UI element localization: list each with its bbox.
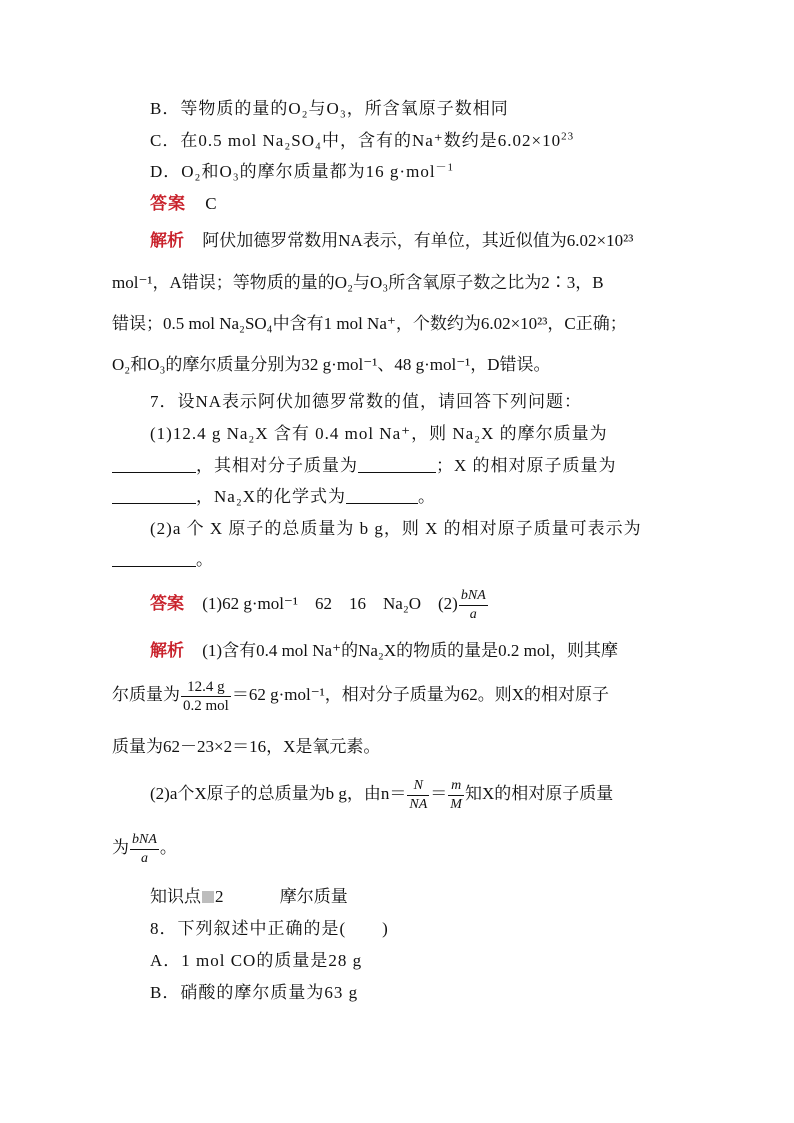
q7-part2-line1: (2)a 个 X 原子的总质量为 b g，则 X 的相对原子质量可表示为 bbox=[150, 519, 642, 538]
answer-blank[interactable] bbox=[112, 487, 196, 504]
q7-analysis-line5 bbox=[112, 826, 177, 870]
q6-analysis-line3: 错误；0.5 mol Na₂SO₄中含有1 mol Na⁺，个数约为6.02×10²³，C正确； bbox=[112, 314, 627, 333]
q7-part2-line2 bbox=[112, 549, 214, 571]
q7-part1-text-b: ；X 的相对原子质量为 bbox=[436, 456, 617, 475]
q7-analysis-fraction-result bbox=[130, 832, 159, 867]
q7-analysis-text5-pre: 为 bbox=[112, 838, 129, 857]
fraction-denominator: a bbox=[140, 850, 148, 866]
q7-analysis-text4-post: 知X的相对原子质量 bbox=[464, 784, 614, 803]
q6-answer-value: C bbox=[205, 194, 218, 213]
q7-analysis-text2-post: ＝62 g·mol⁻¹，相对分子质量为62。则X的相对原子 bbox=[231, 685, 610, 704]
section-title: 摩尔质量 bbox=[279, 887, 348, 906]
q6-option-b: B．等物质的量的O₂与O₃，所含氧原子数相同 bbox=[150, 99, 509, 118]
q7-analysis-fraction-m bbox=[448, 778, 464, 813]
q7-analysis-line1 bbox=[150, 640, 618, 662]
q7-analysis-fraction-n bbox=[407, 778, 429, 813]
q8-stem: 8．下列叙述中正确的是( ) bbox=[150, 919, 389, 938]
q7-analysis-line2 bbox=[112, 673, 609, 717]
q8-option-a: A．1 mol CO的质量是28 g bbox=[150, 951, 363, 970]
q6-analysis-line1 bbox=[150, 230, 684, 252]
section-number: 2 bbox=[215, 887, 224, 906]
q6-analysis-text1: 阿伏加德罗常数用NA表示，有单位，其近似值为6.02×10²³ bbox=[202, 231, 634, 250]
fraction-numerator: bNA bbox=[459, 588, 488, 606]
fraction-denominator: 0.2 mol bbox=[183, 697, 229, 714]
answer-blank[interactable] bbox=[358, 456, 436, 473]
q7-part2-end: 。 bbox=[196, 550, 214, 569]
q7-analysis-text5-post: 。 bbox=[159, 838, 177, 857]
q6-analysis-line4: O₂和O₃的摩尔质量分别为32 g·mol⁻¹、48 g·mol⁻¹，D错误。 bbox=[112, 355, 551, 374]
fraction-numerator: m bbox=[448, 778, 464, 796]
q7-analysis-equals: ＝ bbox=[430, 784, 448, 803]
q6-option-c-text: C．在0.5 mol Na₂SO₄中，含有的Na⁺数约是6.02×10 bbox=[150, 131, 562, 150]
q7-part1-text-c: ，Na₂X的化学式为 bbox=[196, 487, 347, 506]
q7-part1-line2 bbox=[112, 455, 617, 477]
section-marker-icon bbox=[202, 891, 214, 903]
q7-answer-label: 答案 bbox=[150, 594, 184, 613]
fraction-numerator: N bbox=[407, 778, 429, 796]
q7-analysis-text2-pre: 尔质量为 bbox=[112, 685, 180, 704]
q6-option-c-exponent: 23 bbox=[561, 130, 575, 143]
q6-option-d-text: D．O₂和O₃的摩尔质量都为16 g·mol bbox=[150, 162, 436, 181]
q6-option-d-exponent: －1 bbox=[435, 161, 455, 174]
q7-stem: 7．设NA表示阿伏加德罗常数的值，请回答下列问题： bbox=[150, 392, 583, 411]
fraction-denominator: NA bbox=[409, 796, 428, 812]
q7-answer bbox=[150, 584, 489, 624]
q7-part1-text-a: ，其相对分子质量为 bbox=[196, 456, 358, 475]
fraction-denominator: M bbox=[450, 796, 462, 812]
q7-analysis-label: 解析 bbox=[150, 641, 184, 660]
q7-part1-text-d: 。 bbox=[418, 487, 437, 506]
answer-blank[interactable] bbox=[112, 456, 196, 473]
q7-part1-line3 bbox=[112, 486, 436, 508]
q6-answer bbox=[150, 193, 218, 215]
fraction-numerator: bNA bbox=[130, 832, 159, 850]
q7-part1-line1: (1)12.4 g Na₂X 含有 0.4 mol Na⁺，则 Na₂X 的摩尔质量为 bbox=[150, 424, 608, 443]
fraction-numerator: 12.4 g bbox=[181, 679, 231, 697]
q8-option-b: B．硝酸的摩尔质量为63 g bbox=[150, 983, 359, 1002]
q7-analysis-line3: 质量为62－23×2＝16，X是氧元素。 bbox=[112, 737, 381, 756]
q6-option-c bbox=[150, 130, 574, 152]
q6-analysis-line2: mol⁻¹，A错误；等物质的量的O₂与O₃所含氧原子数之比为2∶3，B bbox=[112, 273, 604, 292]
answer-blank[interactable] bbox=[112, 550, 196, 567]
q7-analysis-fraction bbox=[181, 679, 231, 714]
q6-analysis-label: 解析 bbox=[150, 231, 184, 250]
q7-analysis-text1: (1)含有0.4 mol Na⁺的Na₂X的物质的量是0.2 mol，则其摩 bbox=[202, 641, 619, 660]
q7-answer-fraction bbox=[459, 588, 488, 623]
fraction-denominator: a bbox=[469, 606, 477, 622]
section-label: 知识点 bbox=[150, 887, 201, 906]
answer-blank[interactable] bbox=[346, 487, 418, 504]
q7-analysis-text4-pre: (2)a个X原子的总质量为b g，由n＝ bbox=[150, 784, 407, 803]
q6-option-d bbox=[150, 161, 454, 183]
q6-answer-label: 答案 bbox=[150, 194, 186, 213]
section-header bbox=[150, 886, 348, 908]
q7-answer-text: (1)62 g·mol⁻¹ 62 16 Na₂O (2) bbox=[202, 594, 458, 613]
q7-analysis-line4 bbox=[150, 772, 613, 816]
